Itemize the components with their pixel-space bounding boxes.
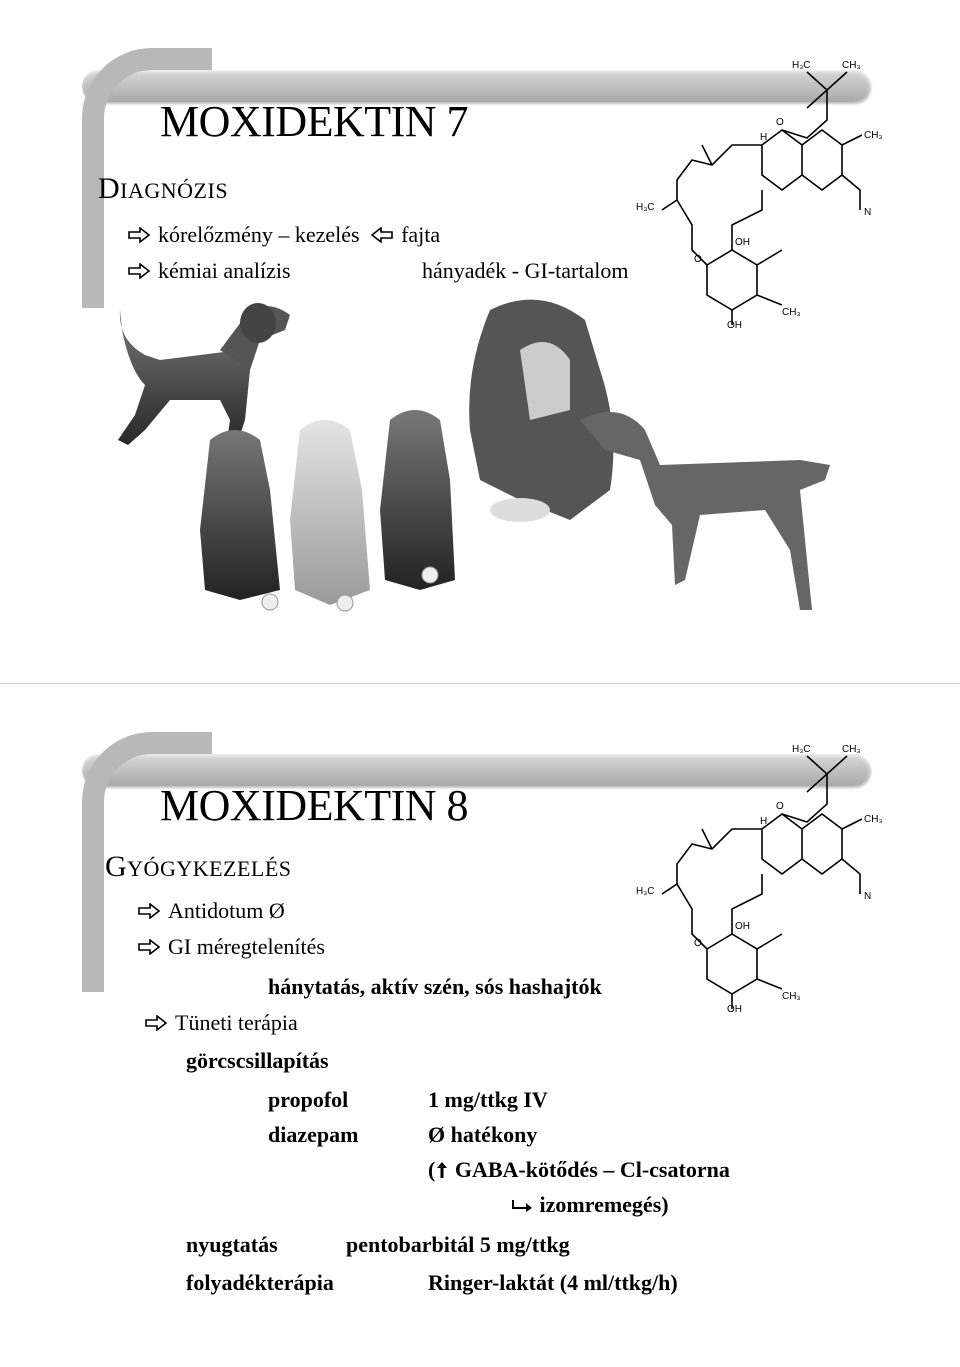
arrow-right-icon <box>128 263 150 279</box>
arrow-right-icon <box>138 939 160 955</box>
diagnosis-row-history: kórelőzmény – kezelés fajta <box>128 222 440 248</box>
chem-label-o-furan: O <box>694 938 702 949</box>
gi-detox-details: hánytatás, aktív szén, sós hashajtók <box>268 974 602 999</box>
treatment-item-symptomatic: Tüneti terápia <box>145 1010 298 1036</box>
anticonvulsant-heading: görcscsillapítás <box>186 1048 329 1073</box>
diagnosis-row-analysis: kémiai analízis <box>128 258 291 284</box>
arrow-bent-right-icon <box>512 1198 534 1212</box>
chem-label-n: N <box>864 891 872 902</box>
sedation-value: pentobarbitál 5 mg/ttkg <box>346 1232 570 1257</box>
dogs-photo-collage <box>100 290 860 620</box>
slide-moxidektin-8 <box>0 684 960 1367</box>
chem-label-h: H <box>760 816 768 827</box>
arrow-left-icon <box>371 227 393 243</box>
moxidectin-structure-diagram <box>632 50 892 330</box>
chem-label-h3c-left: H₃C <box>636 886 655 897</box>
arrow-right-icon <box>145 1015 167 1031</box>
slide-title: MOXIDEKTIN 7 <box>160 97 469 146</box>
chem-label-o-furan: O <box>694 254 702 265</box>
chem-label-h3c-top: H₃C <box>792 744 811 755</box>
drug-diazepam-note: Ø hatékony <box>428 1122 538 1147</box>
chem-label-h3c-top: H₃C <box>792 60 811 71</box>
chem-label-oh-bottom: OH <box>727 320 742 330</box>
arrow-right-icon <box>138 903 160 919</box>
chem-label-ch3-top: CH₃ <box>842 60 861 71</box>
drug-propofol-dose: 1 mg/ttkg IV <box>428 1087 548 1112</box>
section-heading: DIAGNÓZIS <box>98 172 229 205</box>
chem-label-o-ring: O <box>776 801 784 812</box>
mechanism-result: izomremegés) <box>512 1192 669 1218</box>
section-heading: GYÓGYKEZELÉS <box>105 850 292 883</box>
chem-label-ch3-right: CH₃ <box>864 814 883 825</box>
beagle-dog <box>118 303 290 455</box>
weimaraner-dog <box>580 412 830 610</box>
mechanism-line: ( GABA-kötődés – Cl-csatorna <box>428 1157 730 1182</box>
chem-label-oh-mid: OH <box>735 237 750 248</box>
sedation-label: nyugtatás <box>186 1232 278 1257</box>
slide-title: MOXIDEKTIN 8 <box>160 781 469 830</box>
chem-label-ch3-right: CH₃ <box>864 130 883 141</box>
treatment-item-gi-detox: GI méregtelenítés <box>138 934 325 960</box>
chem-label-h: H <box>760 132 768 143</box>
collie-dog <box>469 300 613 522</box>
fluid-therapy-value: Ringer-laktát (4 ml/ttkg/h) <box>428 1270 678 1295</box>
labrador-dogs-group <box>200 410 455 611</box>
chem-label-ch3-bottom: CH₃ <box>782 991 801 1002</box>
treatment-item-antidote: Antidotum Ø <box>138 898 285 924</box>
chem-label-oh-bottom: OH <box>727 1004 742 1014</box>
drug-diazepam-name: diazepam <box>268 1122 359 1147</box>
chem-label-h3c-left: H₃C <box>636 202 655 213</box>
fluid-therapy-label: folyadékterápia <box>186 1270 334 1295</box>
diagnosis-analysis-sample: hányadék - GI-tartalom <box>422 258 629 283</box>
arrow-right-icon <box>128 227 150 243</box>
chem-label-o-ring: O <box>776 117 784 128</box>
chem-label-ch3-top: CH₃ <box>842 744 861 755</box>
chem-label-n: N <box>864 207 872 218</box>
chem-label-oh-mid: OH <box>735 921 750 932</box>
chem-label-ch3-bottom: CH₃ <box>782 307 801 318</box>
moxidectin-structure-diagram <box>632 734 892 1014</box>
drug-propofol-name: propofol <box>268 1087 349 1112</box>
arrow-up-icon <box>435 1161 449 1179</box>
